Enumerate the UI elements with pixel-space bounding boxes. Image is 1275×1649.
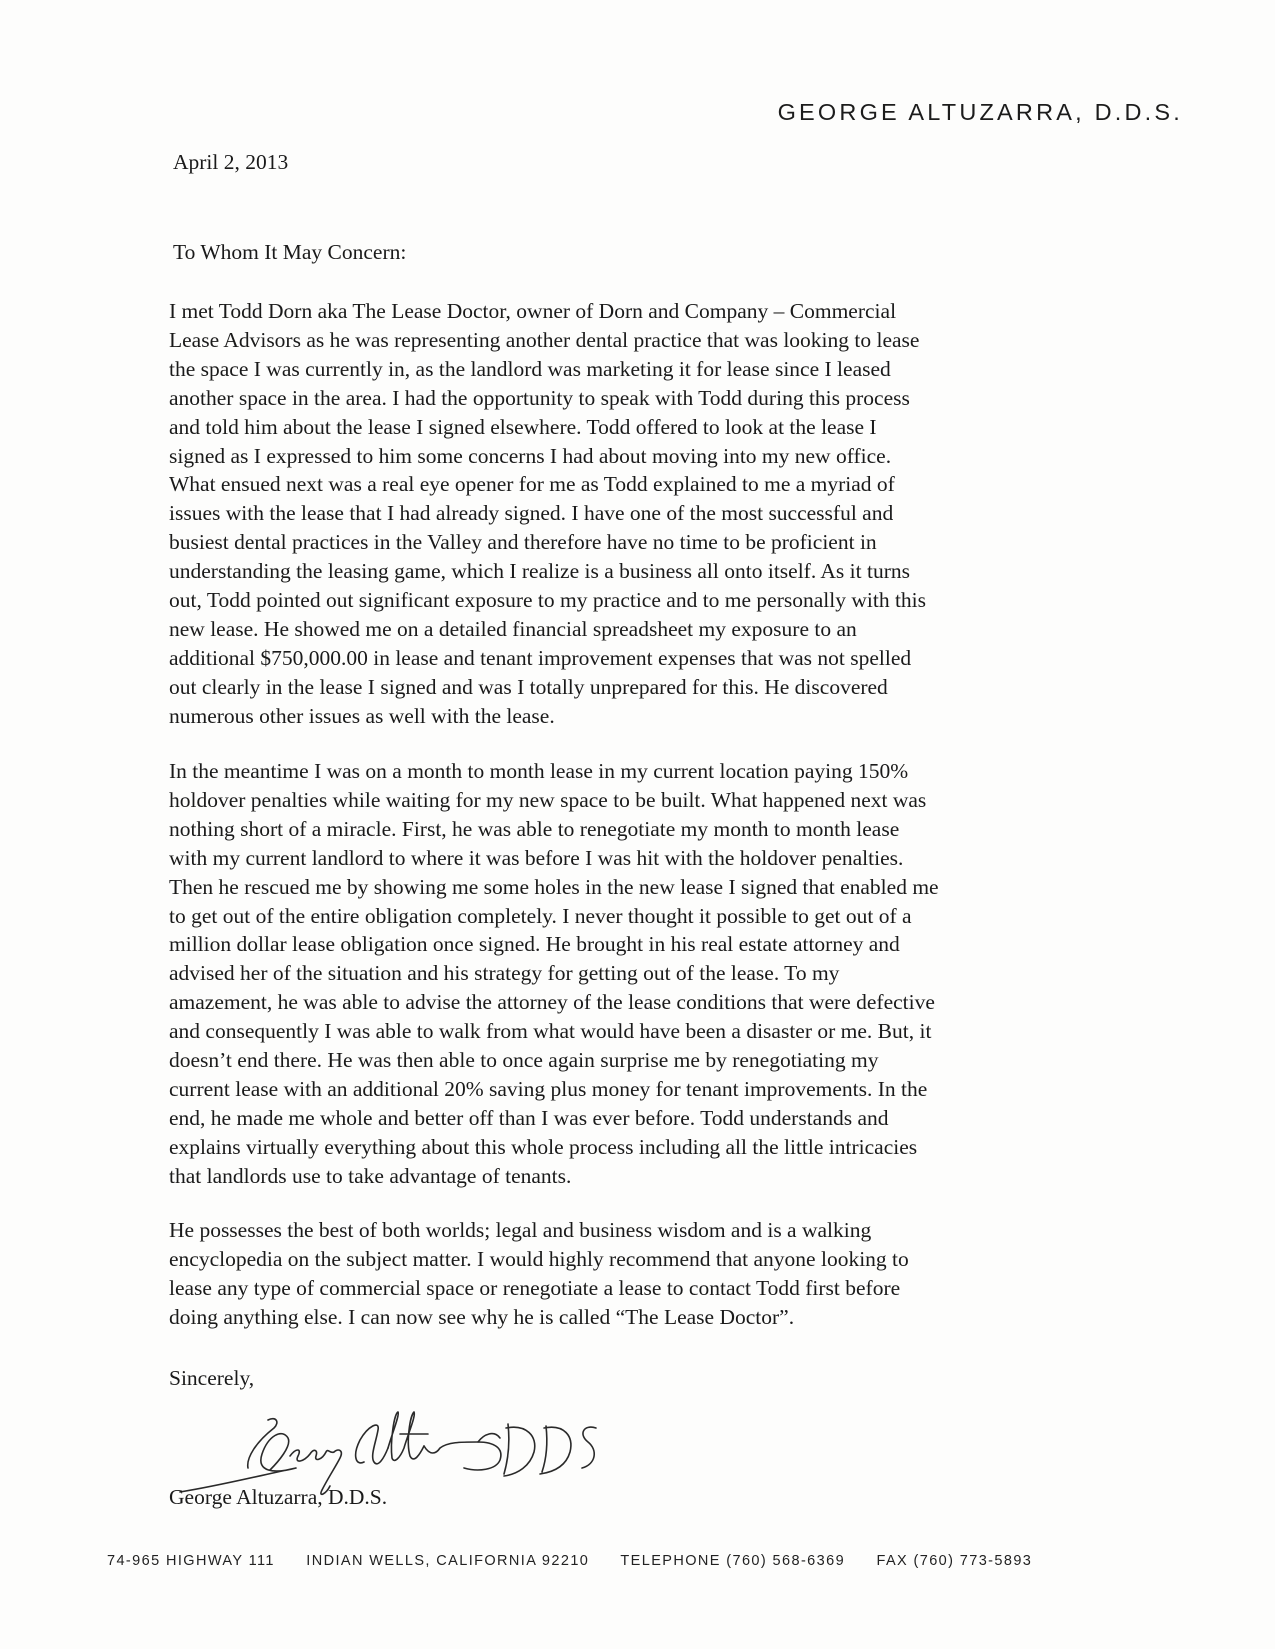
footer-address: 74-965 HIGHWAY 111 — [107, 1553, 275, 1569]
letterhead-name: GEORGE ALTUZARRA, D.D.S. — [777, 99, 1183, 125]
body-paragraph-1: I met Todd Dorn aka The Lease Doctor, owner of Dorn and Company – Commercial Lease Advisors as he was representing another dental practice that was looking to lease the space I was currently in, as the landlord was marketing it for lease since I leased another space in the area. I had the opportunity to speak with Todd during this process and told him about the lease I signed elsewhere. Todd offered to look at the lease I signed as I expressed to him some concerns I had about moving into my new office. What ensued next was a real eye opener for me as Todd explained to me a myriad of issues with the lease that I had already signed. I have one of the most successful and busiest dental practices in the Valley and therefore have no time to be proficient in understanding the leasing game, which I realize is a business all onto itself. As it turns out, Todd pointed out significant exposure to my practice and to me personally with this new lease. He showed me on a detailed financial spreadsheet my exposure to an additional $750,000.00 in lease and tenant improvement expenses that was not spelled out clearly in the lease I signed and was I totally unprepared for this. He discovered numerous other issues as well with the lease. — [169, 299, 927, 728]
body-paragraph-3: He possesses the best of both worlds; legal and business wisdom and is a walking encyclopedia on the subject matter. I would highly recommend that anyone looking to lease any type of commercial space or renegotiate a lease to contact Todd first before doing anything else. I can now see why he is called “The Lease Doctor”. — [169, 1218, 909, 1329]
letter-date: April 2, 2013 — [173, 150, 289, 174]
signer-name: George Altuzarra, D.D.S. — [169, 1485, 388, 1509]
body-paragraph-2: In the meantime I was on a month to month lease in my current location paying 150% holdover penalties while waiting for my new space to be built. What happened next was nothing short of a miracle. First, he was able to renegotiate my month to month lease with my current landlord to where it was before I was hit with the holdover penalties. Then he rescued me by showing me some holes in the new lease I signed that enabled me to get out of the entire obligation completely. I never thought it possible to get out of a million dollar lease obligation once signed. He brought in his real estate attorney and advised her of the situation and his strategy for getting out of the lease. To my amazement, he was able to advise the attorney of the lease conditions that were defective and consequently I was able to walk from what would have been a disaster or me. But, it doesn’t end there. He was then able to once again surprise me by renegotiating my current lease with an additional 20% saving plus money for tenant improvements. In the end, he made me whole and better off than I was ever before. Todd understands and explains virtually everything about this whole process including all the little intricacies that landlords use to take advantage of tenants. — [169, 759, 939, 1188]
salutation: To Whom It May Concern: — [173, 240, 407, 264]
footer-telephone: TELEPHONE (760) 568-6369 — [620, 1553, 846, 1569]
closing: Sincerely, — [169, 1366, 255, 1390]
letterhead-footer — [107, 1553, 1187, 1569]
footer-city: INDIAN WELLS, CALIFORNIA 92210 — [306, 1553, 590, 1569]
footer-fax: FAX (760) 773-5893 — [876, 1553, 1033, 1569]
